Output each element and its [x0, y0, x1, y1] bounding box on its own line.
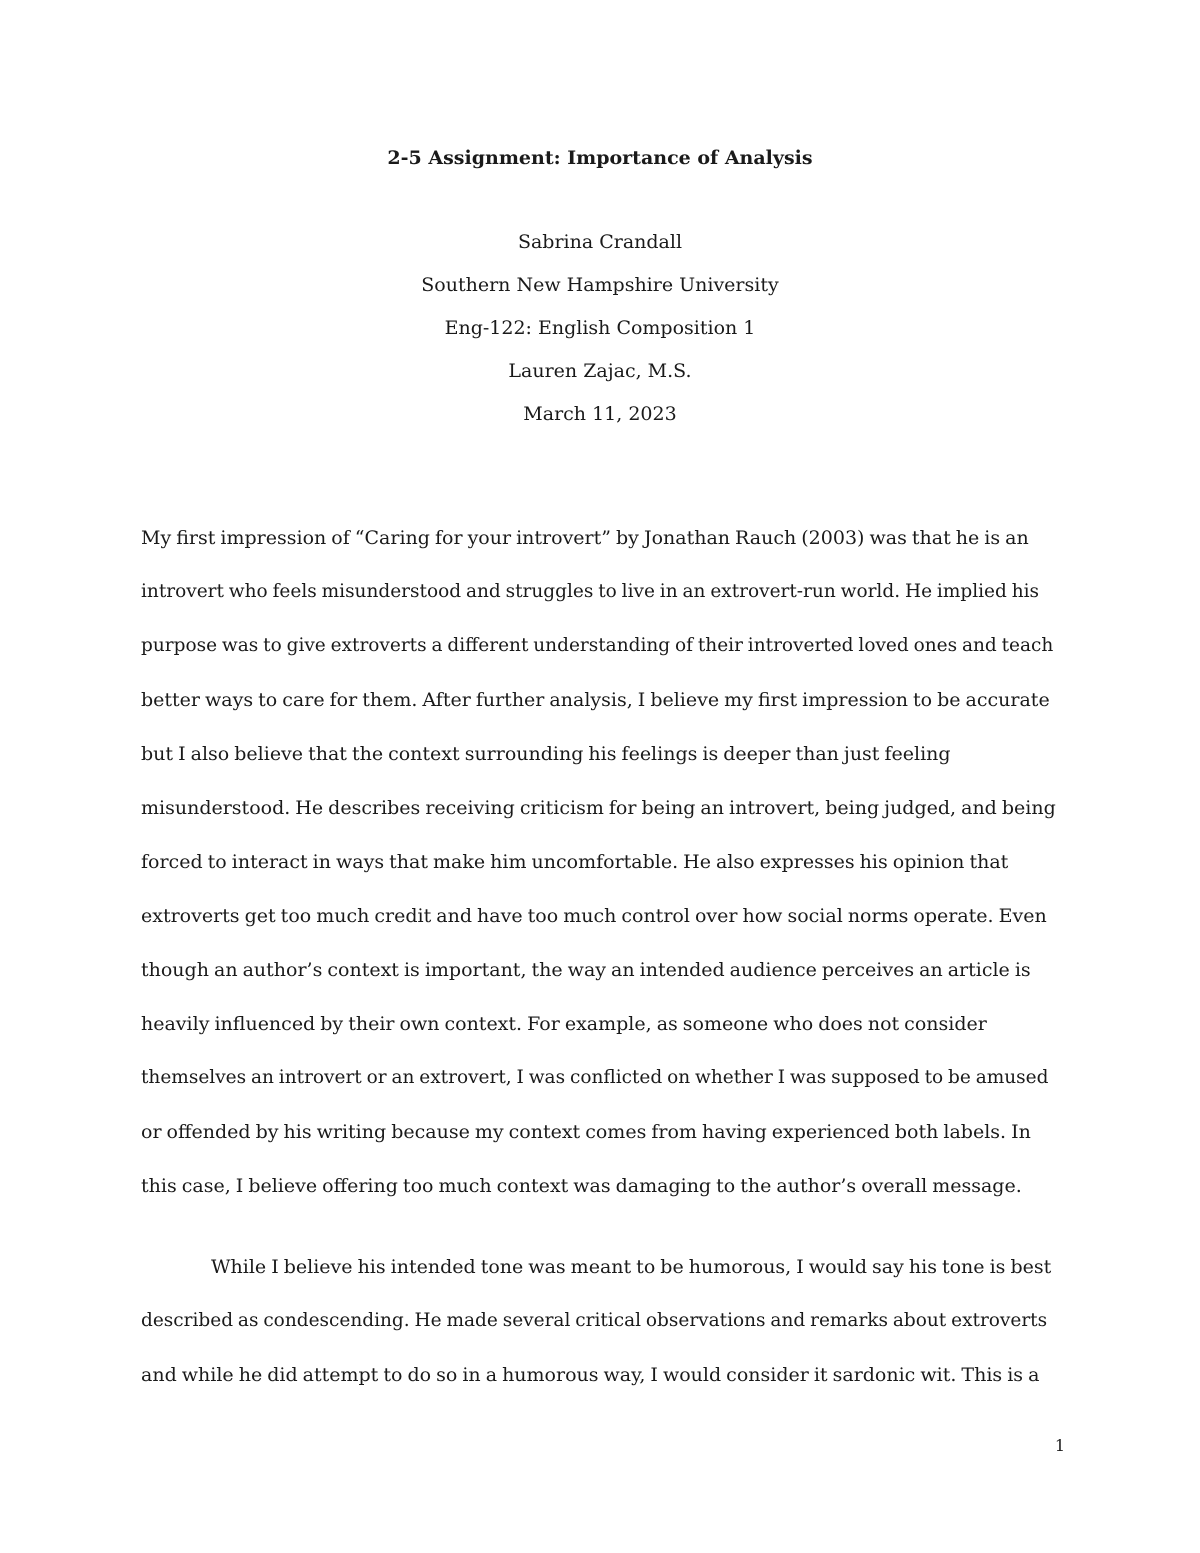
page-title: 2-5 Assignment: Importance of Analysis: [387, 147, 813, 169]
paragraph-line: introvert who feels misunderstood and struggles to live in an extrovert-run world. He implied his: [141, 581, 1040, 602]
paragraph-line: While I believe his intended tone was meant to be humorous, I would say his tone is best: [211, 1256, 1052, 1278]
paragraph-line: forced to interact in ways that make him uncomfortable. He also expresses his opinion that: [141, 851, 1009, 873]
paragraph-line: better ways to care for them. After further analysis, I believe my first impression to be accurate: [141, 689, 1050, 711]
course-name: Eng-122: English Composition 1: [444, 317, 756, 339]
paragraph-line: purpose was to give extroverts a different understanding of their introverted loved ones and teach: [141, 635, 1054, 656]
paragraph-line: this case, I believe offering too much context was damaging to the author’s overall message.: [141, 1175, 1022, 1197]
page-number: 1: [1054, 1436, 1065, 1455]
paragraph-line: though an author’s context is important, the way an intended audience perceives an article is: [141, 959, 1031, 981]
paragraph-line: or offended by his writing because my context comes from having experienced both labels. In: [141, 1121, 1031, 1143]
institution-name: Southern New Hampshire University: [421, 274, 779, 296]
paragraph-line: and while he did attempt to do so in a humorous way, I would consider it sardonic wit. This is a: [141, 1364, 1040, 1386]
paragraph-line: misunderstood. He describes receiving criticism for being an introvert, being judged, and being: [141, 797, 1056, 819]
paragraph-line: extroverts get too much credit and have too much control over how social norms operate. Even: [141, 905, 1047, 927]
instructor-name: Lauren Zajac, M.S.: [508, 360, 692, 382]
paragraph-line: heavily influenced by their own context. For example, as someone who does not consider: [141, 1013, 987, 1035]
author-name: Sabrina Crandall: [517, 231, 683, 253]
paragraph-line: described as condescending. He made several critical observations and remarks about extroverts: [141, 1310, 1048, 1331]
paragraph-line: themselves an introvert or an extrovert, I was conflicted on whether I was supposed to be amused: [141, 1067, 1049, 1088]
paragraph-line: My first impression of “Caring for your introvert” by Jonathan Rauch (2003) was that he is an: [141, 527, 1029, 549]
paragraph-line: but I also believe that the context surrounding his feelings is deeper than just feeling: [141, 743, 951, 765]
submission-date: March 11, 2023: [523, 403, 677, 425]
